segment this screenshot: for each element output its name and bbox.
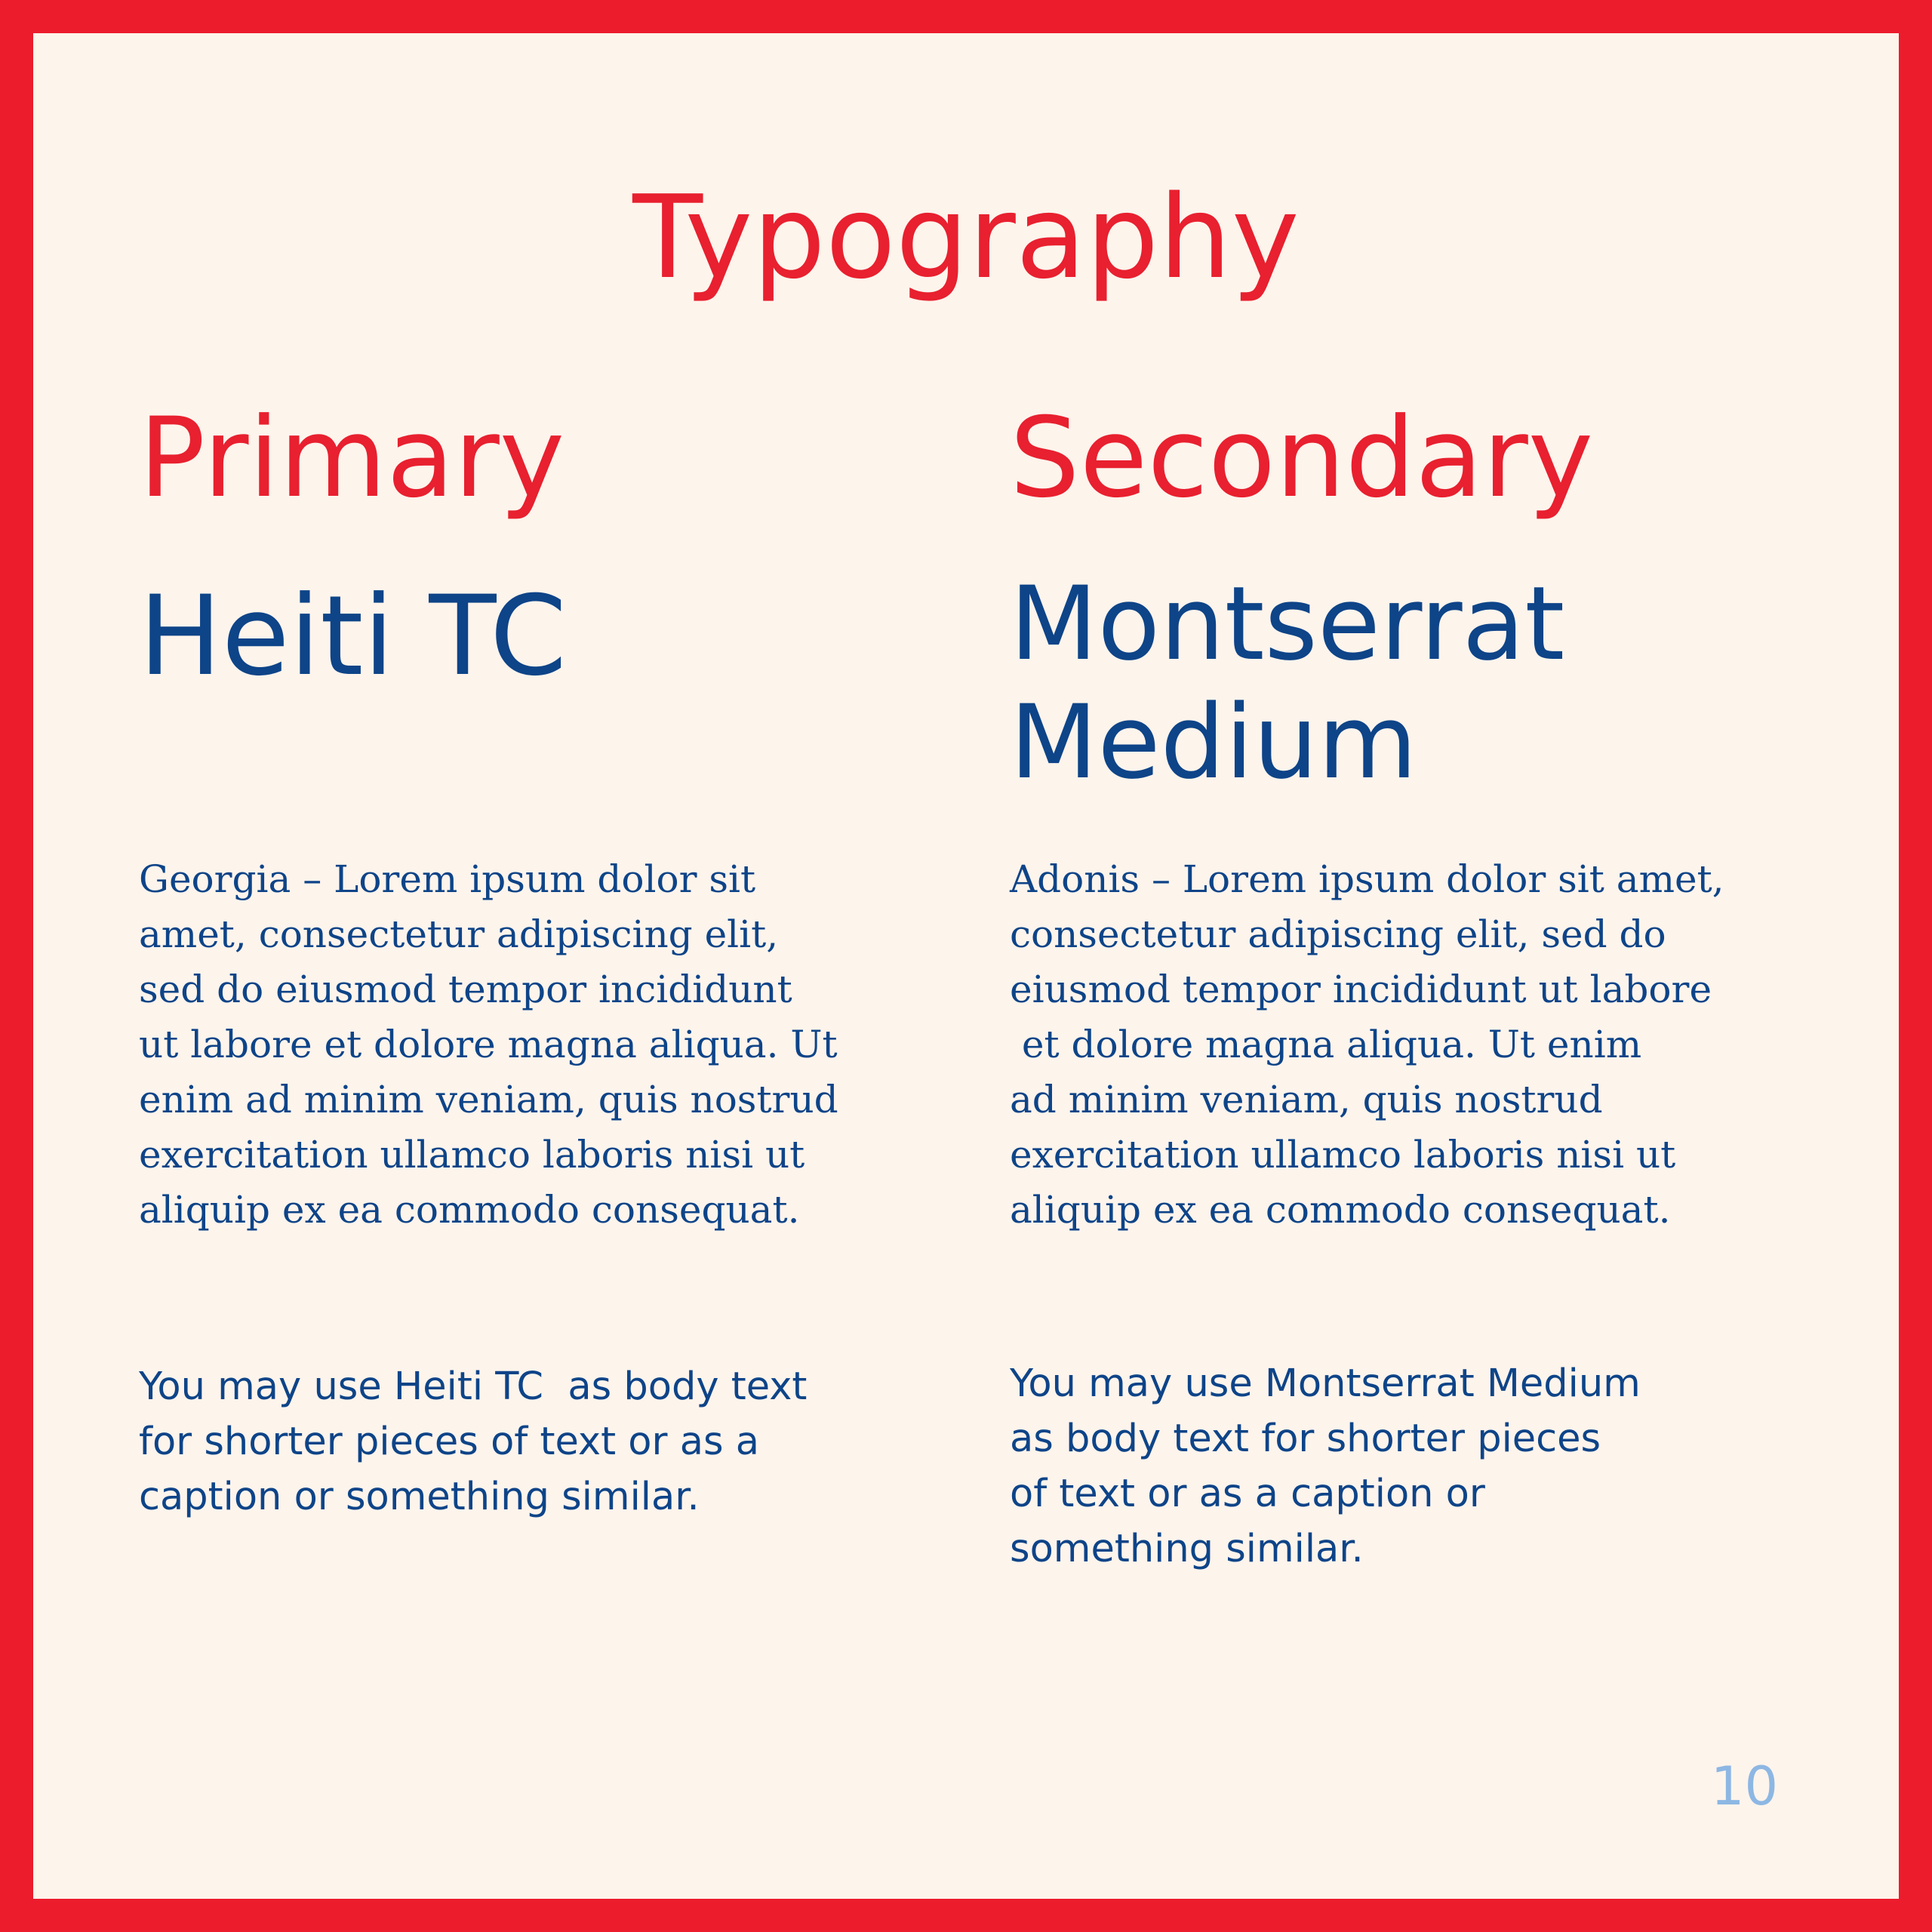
page — [33, 33, 1899, 1899]
secondary-sample-text: Adonis – Lorem ipsum dolor sit amet, consectetur adipiscing elit, sed do eiusmod tempor incididunt ut labore et dolore magna aliqua. Ut enim ad minim veniam, quis nostrud exercitation ullamco laboris nisi ut aliquip ex ea commodo consequat. — [1010, 857, 1724, 1232]
primary-usage-text: You may use Heiti TC as body text for shorter pieces of text or as a caption or something similar. — [139, 1364, 808, 1519]
primary-label: Primary — [139, 394, 565, 522]
page-number: 10 — [1710, 1755, 1778, 1817]
primary-sample-text: Georgia – Lorem ipsum dolor sit amet, consectetur adipiscing elit, sed do eiusmod tempor incididunt ut labore et dolore magna aliqua. Ut enim ad minim veniam, quis nostrud exercitation ullamco laboris nisi ut aliquip ex ea commodo consequat. — [139, 857, 838, 1232]
secondary-font-name: Montserrat Medium — [1010, 565, 1565, 801]
primary-font-name: Heiti TC — [139, 572, 567, 700]
page-title: Typography — [632, 171, 1300, 304]
secondary-label: Secondary — [1010, 394, 1594, 522]
secondary-usage-text: You may use Montserrat Medium as body text for shorter pieces of text or as a caption or something similar. — [1010, 1361, 1641, 1571]
